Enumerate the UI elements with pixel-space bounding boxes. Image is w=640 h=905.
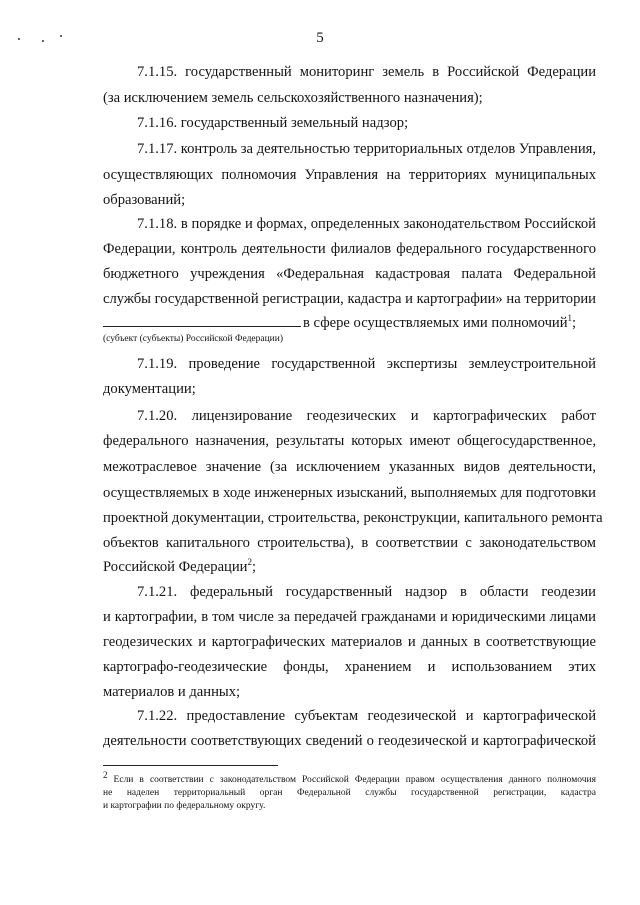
text-line: 7.1.17. контроль за деятельностью территориальных отделов Управления, — [137, 141, 596, 157]
text-line: осуществляемых в ходе инженерных изысканий, выполняемых для подготовки — [103, 485, 596, 501]
text-line: бюджетного учреждения «Федеральная кадастровая палата Федеральной — [103, 266, 596, 282]
page-number: 5 — [316, 30, 324, 46]
text-line: материалов и данных; — [103, 684, 241, 700]
text-line: геодезических и картографических материалов и данных в соответствующие — [103, 634, 596, 650]
text-line: 7.1.19. проведение государственной экспертизы землеустроительной — [137, 356, 596, 372]
text-line: 7.1.20. лицензирование геодезических и картографических работ — [137, 408, 596, 424]
text-line: межотраслевое значение (за исключением указанных видов деятельности, — [103, 459, 596, 475]
text-line: осуществляющих полномочия Управления на территориях муниципальных — [103, 167, 596, 183]
footnote-number: 2 — [103, 769, 108, 780]
text-fragment: ; — [252, 559, 257, 575]
text-line: (за исключением земель сельскохозяйственного назначения); — [103, 90, 483, 106]
footnote-text: Если в соответствии с законодательством Российской Федерации правом осуществления данного полномочия — [113, 775, 596, 785]
footnote-ref: 1 — [567, 313, 573, 324]
footnote-line: не наделен территориальный орган Федеральной службы государственной регистрации, кадастра — [103, 788, 596, 798]
fill-in-blank — [103, 314, 301, 327]
text-line: федерального назначения, результаты которых имеют общегосударственное, — [103, 433, 596, 449]
text-line: деятельности соответствующих сведений о геодезической и картографической — [103, 733, 596, 749]
text-line-with-blank — [103, 314, 596, 331]
text-line: службы государственной регистрации, кадастра и картографии» на территории — [103, 291, 596, 307]
footnote-line: и картографии по федеральному округу. — [103, 801, 266, 811]
text-line — [103, 559, 596, 575]
blank-caption: (субъект (субъекты) Российской Федерации) — [103, 334, 284, 344]
text-line: объектов капитального строительства), в соответствии с законодательством — [103, 535, 596, 551]
footnote-line — [103, 769, 596, 786]
text-line: документации; — [103, 381, 196, 397]
footnote-separator — [103, 765, 278, 766]
footnote-ref: 2 — [247, 557, 252, 568]
text-line: 7.1.18. в порядке и формах, определенных законодательством Российской — [137, 216, 596, 232]
text-line: картографо-геодезические фонды, хранением и использованием этих — [103, 659, 596, 675]
text-line: 7.1.22. предоставление субъектам геодезической и картографической — [137, 708, 596, 724]
text-fragment: ; — [572, 315, 577, 331]
text-line: 7.1.15. государственный мониторинг земель в Российской Федерации — [137, 64, 596, 80]
text-fragment: в сфере осуществляемых ими полномочий — [303, 315, 568, 331]
text-line: проектной документации, строительства, реконструкции, капитального ремонта — [103, 510, 603, 526]
text-line: образований; — [103, 192, 186, 208]
text-fragment: Российской Федерации — [103, 559, 248, 575]
text-line: 7.1.21. федеральный государственный надзор в области геодезии — [137, 584, 596, 600]
text-line: 7.1.16. государственный земельный надзор; — [137, 115, 409, 131]
text-line: и картографии, в том числе за передачей гражданами и юридическими лицами — [103, 609, 596, 625]
text-line: Федерации, контроль деятельности филиалов федерального государственного — [103, 241, 596, 257]
